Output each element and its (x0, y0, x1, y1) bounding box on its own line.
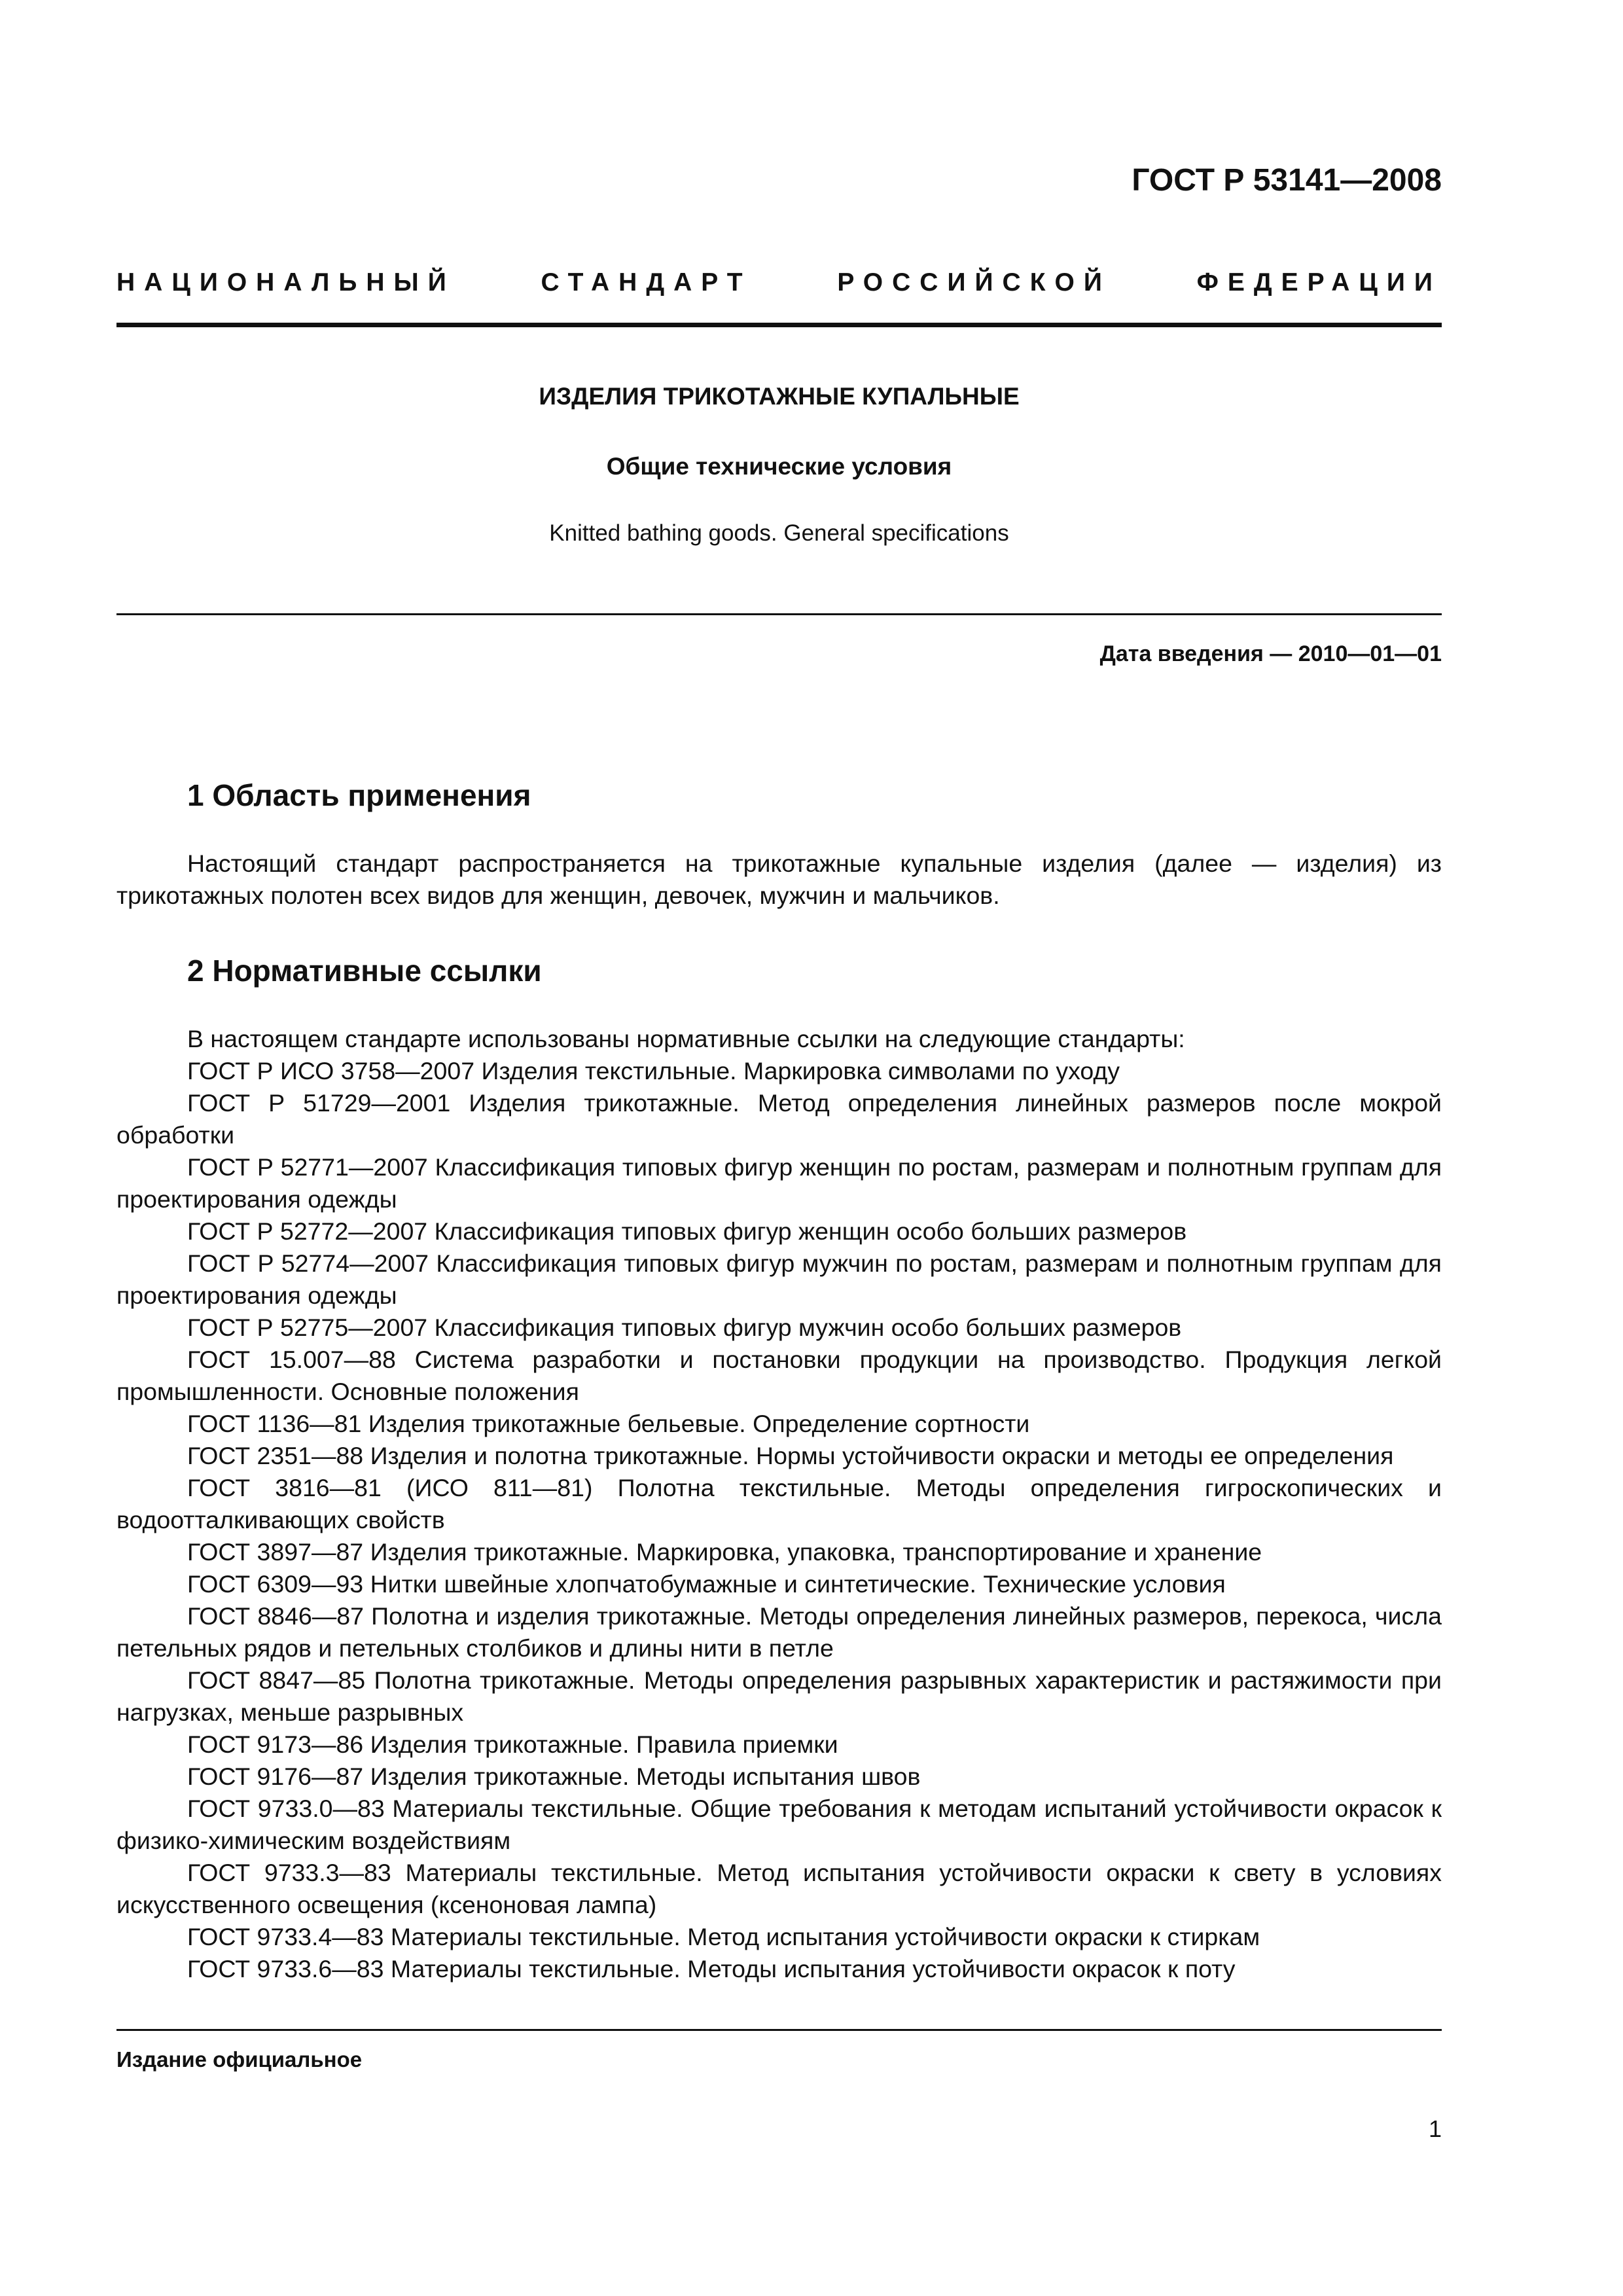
list-item: ГОСТ 9733.6—83 Материалы текстильные. Методы испытания устойчивости окрасок к поту (187, 1955, 1236, 1982)
banner-word: РОССИЙСКОЙ (837, 268, 1111, 296)
footer-divider (116, 2029, 1442, 2031)
list-item: ГОСТ 3816—81 (ИСО 811—81) Полотна текстильные. Методы определения гигроскопических и водоотталкивающих свойств (116, 1474, 1442, 1534)
national-standard-banner (116, 268, 1442, 297)
document-subtitle: Общие технические условия (606, 453, 952, 480)
section-1-paragraph: Настоящий стандарт распространяется на трикотажные купальные изделия (далее — изделия) из трикотажных полотен всех видов для женщин, девочек, мужчин и мальчиков. (116, 850, 1442, 909)
document-title: ИЗДЕЛИЯ ТРИКОТАЖНЫЕ КУПАЛЬНЫЕ (539, 383, 1020, 410)
list-item: ГОСТ Р ИСО 3758—2007 Изделия текстильные. Маркировка символами по уходу (187, 1057, 1120, 1085)
list-item: ГОСТ Р 52771—2007 Классификация типовых фигур женщин по ростам, размерам и полнотным группам для проектирования одежды (116, 1153, 1442, 1213)
banner-word: НАЦИОНАЛЬНЫЙ (116, 268, 455, 296)
list-item: ГОСТ 3897—87 Изделия трикотажные. Маркировка, упаковка, транспортирование и хранение (187, 1538, 1262, 1566)
list-item: ГОСТ 15.007—88 Система разработки и постановки продукции на производство. Продукция легкой промышленности. Основные положения (116, 1346, 1442, 1405)
banner-word: СТАНДАРТ (541, 268, 752, 296)
document-code: ГОСТ Р 53141—2008 (1132, 163, 1442, 198)
list-item: ГОСТ 9733.4—83 Материалы текстильные. Метод испытания устойчивости окраски к стиркам (187, 1923, 1260, 1950)
list-item: ГОСТ 9173—86 Изделия трикотажные. Правила приемки (187, 1731, 838, 1758)
list-item: ГОСТ Р 52775—2007 Классификация типовых фигур мужчин особо больших размеров (187, 1314, 1182, 1341)
list-item: ГОСТ 8847—85 Полотна трикотажные. Методы определения разрывных характеристик и растяжимости при нагрузках, меньше разрывных (116, 1666, 1442, 1726)
official-edition-label: Издание официальное (116, 2047, 363, 2072)
document-english-title: Knitted bathing goods. General specifications (549, 520, 1009, 546)
section-1-body (116, 848, 1442, 912)
list-item: ГОСТ Р 52772—2007 Классификация типовых фигур женщин особо больших размеров (187, 1217, 1187, 1245)
page-number: 1 (1428, 2115, 1442, 2142)
title-divider (116, 613, 1442, 615)
header-divider (116, 323, 1442, 327)
section-2-heading: 2 Нормативные ссылки (187, 954, 542, 988)
normative-references-list (116, 1023, 1442, 1985)
list-item: ГОСТ 9733.0—83 Материалы текстильные. Общие требования к методам испытаний устойчивости окрасок к физико-химическим воздействиям (116, 1795, 1442, 1854)
list-item: В настоящем стандарте использованы нормативные ссылки на следующие стандарты: (187, 1025, 1185, 1052)
list-item: ГОСТ 9733.3—83 Материалы текстильные. Метод испытания устойчивости окраски к свету в условиях искусственного освещения (ксеноновая лампа) (116, 1859, 1442, 1918)
list-item: ГОСТ 8846—87 Полотна и изделия трикотажные. Методы определения линейных размеров, перекоса, числа петельных рядов и петельных столбиков и длины нити в петле (116, 1602, 1442, 1662)
list-item: ГОСТ 2351—88 Изделия и полотна трикотажные. Нормы устойчивости окраски и методы ее определения (187, 1442, 1394, 1469)
list-item: ГОСТ 6309—93 Нитки швейные хлопчатобумажные и синтетические. Технические условия (187, 1570, 1226, 1598)
document-page (116, 0, 1442, 2296)
list-item: ГОСТ 1136—81 Изделия трикотажные бельевые. Определение сортности (187, 1410, 1030, 1437)
banner-word: ФЕДЕРАЦИИ (1196, 268, 1442, 296)
list-item: ГОСТ Р 52774—2007 Классификация типовых фигур мужчин по ростам, размерам и полнотным группам для проектирования одежды (116, 1249, 1442, 1309)
list-item: ГОСТ Р 51729—2001 Изделия трикотажные. Метод определения линейных размеров после мокрой обработки (116, 1089, 1442, 1149)
list-item: ГОСТ 9176—87 Изделия трикотажные. Методы испытания швов (187, 1763, 921, 1790)
section-1-heading: 1 Область применения (187, 778, 531, 812)
introduction-date: Дата введения — 2010—01—01 (1099, 641, 1442, 666)
